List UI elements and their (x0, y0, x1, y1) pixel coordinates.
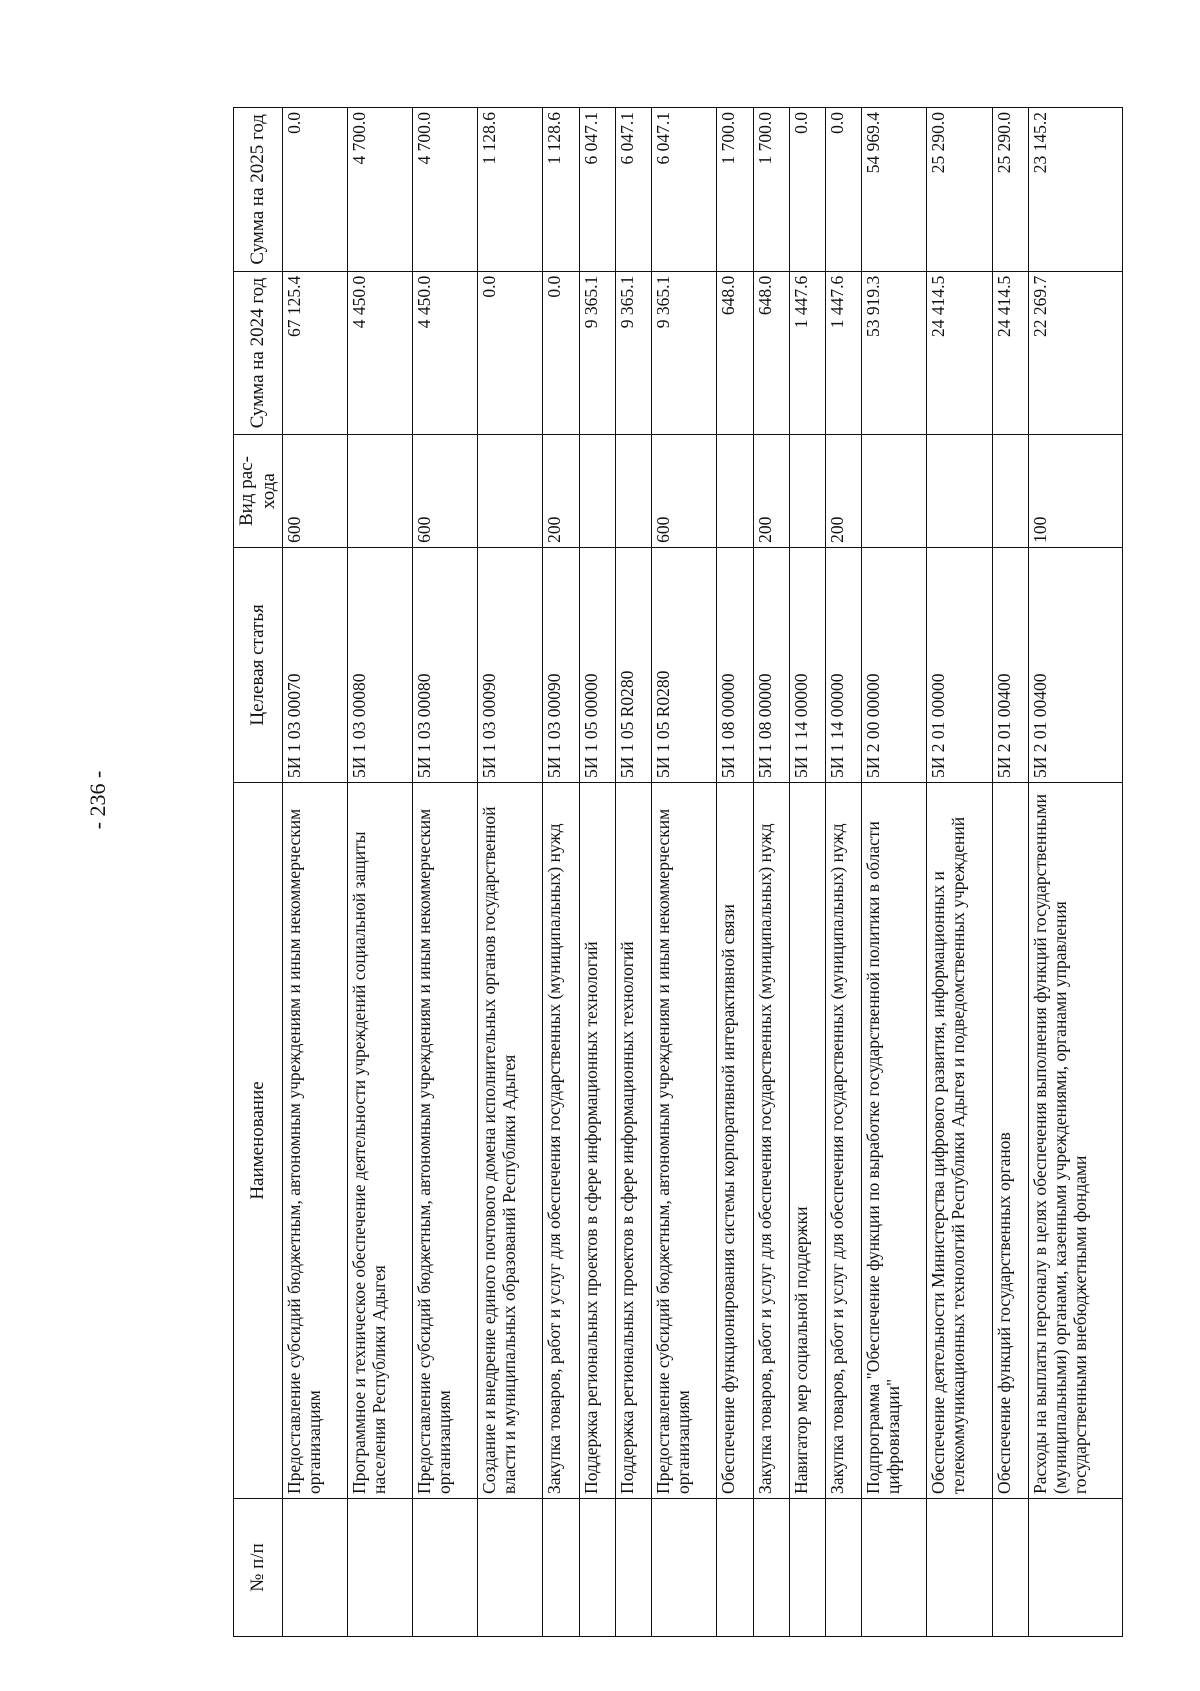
cell-name: Подпрограмма "Обеспечение функции по выработке государственной политики в области цифровизации" (862, 783, 927, 1499)
cell-target: 5И 1 03 00080 (413, 547, 478, 782)
cell-kind: 200 (543, 435, 579, 548)
cell-name: Закупка товаров, работ и услуг для обеспечения государственных (муниципальных) нужд (753, 783, 789, 1499)
cell-name: Обеспечение функций государственных органов (992, 783, 1028, 1499)
cell-sum-2025: 54 969.4 (862, 108, 927, 272)
cell-target: 5И 1 03 00080 (347, 547, 412, 782)
cell-sum-2024: 4 450.0 (347, 271, 412, 435)
table-row (862, 108, 927, 1637)
cell-kind: 100 (1028, 435, 1122, 548)
cell-target: 5И 1 08 00000 (717, 547, 753, 782)
cell-index (1028, 1498, 1122, 1636)
cell-sum-2025: 1 128.6 (543, 108, 579, 272)
table-row (543, 108, 579, 1637)
cell-name: Поддержка региональных проектов в сфере информационных технологий (579, 783, 615, 1499)
cell-sum-2024: 9 365.1 (579, 271, 615, 435)
cell-kind (579, 435, 615, 548)
table-header-row (234, 108, 283, 1637)
header-target: Целевая статья (234, 547, 283, 782)
table-row (579, 108, 615, 1637)
cell-sum-2025: 1 700.0 (753, 108, 789, 272)
cell-target: 5И 1 03 00090 (543, 547, 579, 782)
cell-sum-2024: 0.0 (543, 271, 579, 435)
cell-name: Закупка товаров, работ и услуг для обеспечения государственных (муниципальных) нужд (543, 783, 579, 1499)
cell-sum-2025: 4 700.0 (413, 108, 478, 272)
cell-sum-2024: 22 269.7 (1028, 271, 1122, 435)
cell-kind (615, 435, 651, 548)
cell-name: Расходы на выплаты персоналу в целях обеспечения выполнения функций государственными (муниципальными) органами, казенными учреждениями, органами управления государственными внебюджетными фондами (1028, 783, 1122, 1499)
cell-index (717, 1498, 753, 1636)
table-row (789, 108, 825, 1637)
cell-sum-2024: 1 447.6 (825, 271, 861, 435)
cell-index (862, 1498, 927, 1636)
cell-target: 5И 2 01 00000 (927, 547, 992, 782)
cell-index (789, 1498, 825, 1636)
cell-name: Предоставление субсидий бюджетным, автономным учреждениям и иным некоммерческим организациям (413, 783, 478, 1499)
cell-index (478, 1498, 543, 1636)
cell-name: Создание и внедрение единого почтового домена исполнительных органов государственной власти и муниципальных образований Республики Адыгея (478, 783, 543, 1499)
cell-sum-2025: 25 290.0 (992, 108, 1028, 272)
cell-kind (927, 435, 992, 548)
header-sum-2025: Сумма на 2025 год (234, 108, 283, 272)
page-number-text: - 236 - (85, 770, 110, 830)
table-row (347, 108, 412, 1637)
cell-target: 5И 1 14 00000 (789, 547, 825, 782)
cell-sum-2024: 67 125.4 (282, 271, 347, 435)
cell-index (347, 1498, 412, 1636)
cell-kind: 600 (282, 435, 347, 548)
cell-sum-2025: 1 128.6 (478, 108, 543, 272)
cell-sum-2024: 4 450.0 (413, 271, 478, 435)
cell-sum-2025: 6 047.1 (579, 108, 615, 272)
cell-name: Обеспечение функционирования системы корпоративной интерактивной связи (717, 783, 753, 1499)
cell-target: 5И 1 14 00000 (825, 547, 861, 782)
cell-target: 5И 1 05 R0280 (615, 547, 651, 782)
table-row (753, 108, 789, 1637)
header-kind: Вид рас-хода (234, 435, 283, 548)
cell-kind (478, 435, 543, 548)
cell-index (825, 1498, 861, 1636)
cell-kind (717, 435, 753, 548)
cell-sum-2024: 1 447.6 (789, 271, 825, 435)
table-body (282, 108, 1122, 1637)
cell-sum-2024: 24 414.5 (992, 271, 1028, 435)
table-row (1028, 108, 1122, 1637)
table-row (825, 108, 861, 1637)
cell-name: Предоставление субсидий бюджетным, автономным учреждениям и иным некоммерческим организациям (282, 783, 347, 1499)
cell-index (413, 1498, 478, 1636)
cell-index (615, 1498, 651, 1636)
cell-kind: 200 (753, 435, 789, 548)
table-row (413, 108, 478, 1637)
table-row (615, 108, 651, 1637)
cell-sum-2024: 9 365.1 (652, 271, 717, 435)
cell-index (579, 1498, 615, 1636)
cell-sum-2024: 53 919.3 (862, 271, 927, 435)
header-index: № п/п (234, 1498, 283, 1636)
cell-sum-2024: 24 414.5 (927, 271, 992, 435)
cell-target: 5И 2 01 00400 (1028, 547, 1122, 782)
cell-target: 5И 1 08 00000 (753, 547, 789, 782)
cell-sum-2025: 6 047.1 (652, 108, 717, 272)
cell-sum-2025: 4 700.0 (347, 108, 412, 272)
cell-index (992, 1498, 1028, 1636)
cell-sum-2024: 648.0 (717, 271, 753, 435)
cell-kind (789, 435, 825, 548)
table-row (927, 108, 992, 1637)
cell-name: Навигатор мер социальной поддержки (789, 783, 825, 1499)
cell-index (652, 1498, 717, 1636)
cell-sum-2025: 0.0 (282, 108, 347, 272)
header-sum-2024: Сумма на 2024 год (234, 271, 283, 435)
cell-sum-2025: 1 700.0 (717, 108, 753, 272)
cell-target: 5И 1 03 00070 (282, 547, 347, 782)
cell-sum-2025: 0.0 (825, 108, 861, 272)
cell-sum-2025: 0.0 (789, 108, 825, 272)
budget-table-frame (233, 107, 1123, 1637)
cell-name: Предоставление субсидий бюджетным, автономным учреждениям и иным некоммерческим организациям (652, 783, 717, 1499)
cell-kind (992, 435, 1028, 548)
cell-sum-2024: 0.0 (478, 271, 543, 435)
table-row (717, 108, 753, 1637)
cell-name: Программное и техническое обеспечение деятельности учреждений социальной защиты населения Республики Адыгея (347, 783, 412, 1499)
cell-index (543, 1498, 579, 1636)
cell-kind (347, 435, 412, 548)
cell-kind (862, 435, 927, 548)
table-row (992, 108, 1028, 1637)
table-row (652, 108, 717, 1637)
table-row (478, 108, 543, 1637)
budget-table (233, 107, 1123, 1637)
cell-target: 5И 2 00 00000 (862, 547, 927, 782)
cell-sum-2025: 25 290.0 (927, 108, 992, 272)
cell-sum-2025: 6 047.1 (615, 108, 651, 272)
cell-name: Закупка товаров, работ и услуг для обеспечения государственных (муниципальных) нужд (825, 783, 861, 1499)
cell-kind: 600 (652, 435, 717, 548)
cell-kind: 600 (413, 435, 478, 548)
cell-target: 5И 1 03 00090 (478, 547, 543, 782)
cell-name: Обеспечение деятельности Министерства цифрового развития, информационных и телекоммуникационных технологий Республики Адыгея и подведомственных учреждений (927, 783, 992, 1499)
cell-name: Поддержка региональных проектов в сфере информационных технологий (615, 783, 651, 1499)
cell-sum-2025: 23 145.2 (1028, 108, 1122, 272)
cell-kind: 200 (825, 435, 861, 548)
cell-sum-2024: 9 365.1 (615, 271, 651, 435)
header-name: Наименование (234, 783, 283, 1499)
table-row (282, 108, 347, 1637)
cell-index (282, 1498, 347, 1636)
cell-target: 5И 1 05 00000 (579, 547, 615, 782)
cell-target: 5И 1 05 R0280 (652, 547, 717, 782)
cell-sum-2024: 648.0 (753, 271, 789, 435)
cell-target: 5И 2 01 00400 (992, 547, 1028, 782)
cell-index (753, 1498, 789, 1636)
cell-index (927, 1498, 992, 1636)
